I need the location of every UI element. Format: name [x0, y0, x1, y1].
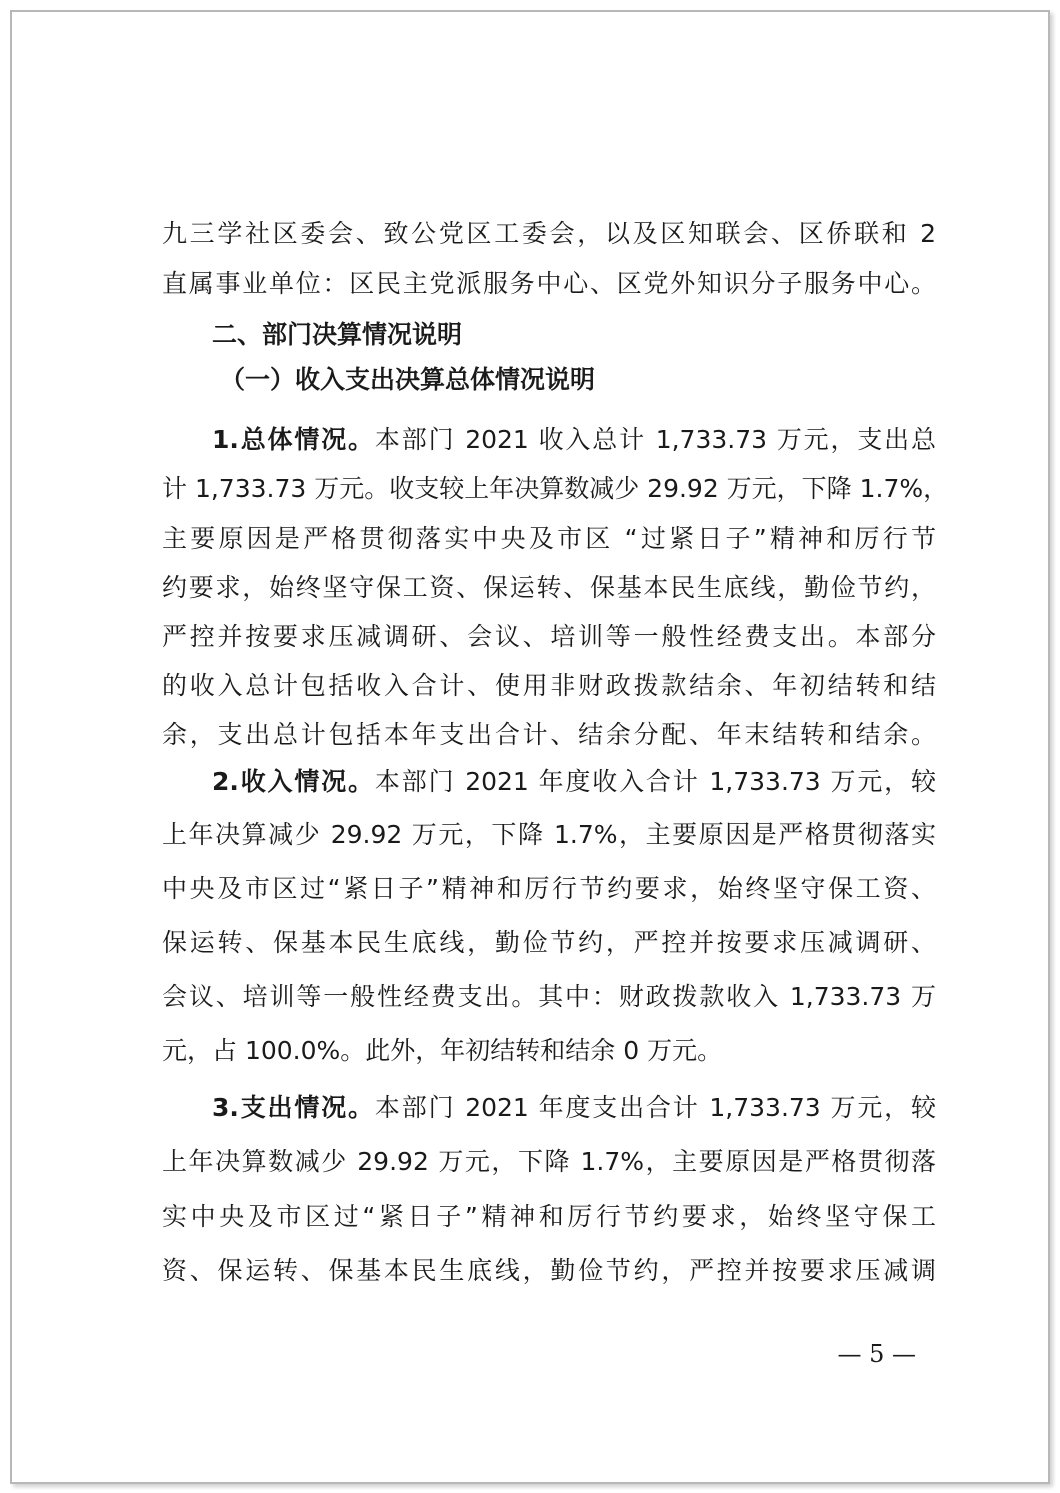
overall-line: 的收入总计包括收入合计、使用非财政拨款结余、年初结转和结: [162, 671, 936, 700]
expense-first-line: [212, 1095, 936, 1120]
overall-line: 约要求，始终坚守保工资、保运转、保基本民生底线，勤俭节约，: [162, 573, 936, 602]
expense-line: 实中央及市区过“紧日子”精神和厉行节约要求，始终坚守保工: [162, 1202, 936, 1231]
expense-first-line-text: 本部门 2021 年度支出合计 1,733.73 万元，较: [374, 1093, 936, 1122]
income-first-line-text: 本部门 2021 年度收入合计 1,733.73 万元，较: [374, 767, 936, 796]
overall-lead: 1.总体情况。: [212, 425, 375, 454]
income-line: 元，占 100.0%。此外，年初结转和结余 0 万元。: [162, 1036, 723, 1065]
intro-line-2: 直属事业单位：区民主党派服务中心、区党外知识分子服务中心。: [162, 269, 936, 298]
overall-line: 主要原因是严格贯彻落实中央及市区 “过紧日子”精神和厉行节: [162, 524, 936, 553]
overall-line: 余，支出总计包括本年支出合计、结余分配、年末结转和结余。: [162, 720, 936, 749]
page-number: — 5 —: [837, 1340, 916, 1368]
overall-line: 严控并按要求压减调研、会议、培训等一般性经费支出。本部分: [162, 622, 936, 651]
income-line: 上年决算减少 29.92 万元，下降 1.7%，主要原因是严格贯彻落实: [162, 820, 936, 849]
section-title: 二、部门决算情况说明: [212, 320, 463, 349]
income-line: 会议、培训等一般性经费支出。其中：财政拨款收入 1,733.73 万: [162, 982, 936, 1011]
expense-line: 资、保运转、保基本民生底线，勤俭节约，严控并按要求压减调: [162, 1256, 936, 1285]
subsection-title: （一）收入支出决算总体情况说明: [220, 365, 596, 394]
income-lead: 2.收入情况。: [212, 767, 375, 796]
overall-line: 计 1,733.73 万元。收支较上年决算数减少 29.92 万元，下降 1.7%，: [162, 474, 949, 503]
income-line: 保运转、保基本民生底线，勤俭节约，严控并按要求压减调研、: [162, 928, 936, 957]
overall-first-line-text: 本部门 2021 收入总计 1,733.73 万元，支出总: [374, 425, 936, 454]
expense-lead: 3.支出情况。: [212, 1093, 375, 1122]
document-page: [10, 10, 1050, 1484]
income-line: 中央及市区过“紧日子”精神和厉行节约要求，始终坚守保工资、: [162, 874, 936, 903]
expense-line: 上年决算数减少 29.92 万元，下降 1.7%，主要原因是严格贯彻落: [162, 1147, 936, 1176]
intro-line-1: 九三学社区委会、致公党区工委会，以及区知联会、区侨联和 2: [162, 219, 936, 248]
income-first-line: [212, 769, 936, 794]
overall-first-line: [212, 427, 936, 452]
